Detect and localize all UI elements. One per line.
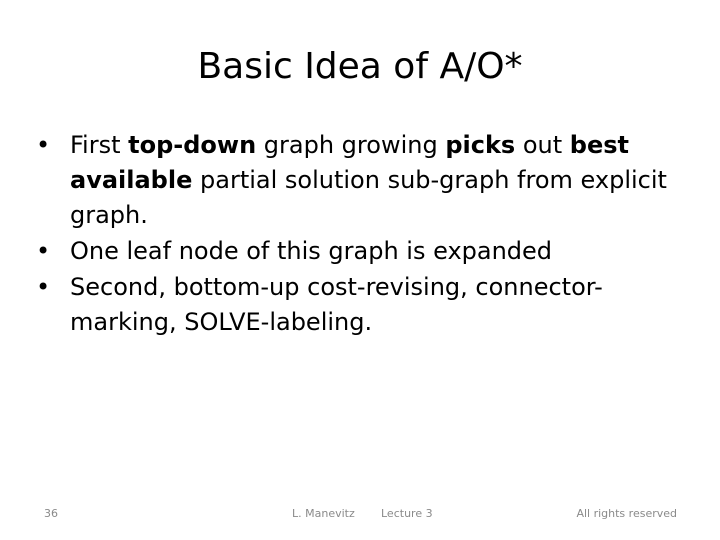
bullet-list (36, 128, 676, 341)
bullet-bold-text: picks (445, 131, 516, 159)
footer-lecture: Lecture 3 (381, 507, 433, 520)
bullet-text: graph growing (256, 131, 446, 159)
bullet-text: First (70, 131, 129, 159)
bullet-item (36, 270, 676, 340)
bullet-item (36, 234, 676, 269)
footer-author: L. Manevitz (292, 507, 355, 520)
bullet-marker: • (36, 273, 51, 301)
slide-title: Basic Idea of A/O* (197, 46, 523, 87)
footer-rights: All rights reserved (576, 507, 677, 520)
bullet-bold-text: best available (70, 131, 629, 194)
bullet-text: partial solution sub-graph from explicit graph. (70, 166, 667, 229)
bullet-text: out (515, 131, 570, 159)
bullet-marker: • (36, 237, 51, 265)
bullet-item (36, 128, 676, 233)
bullet-text: Second, bottom-up cost-revising, connector-marking, SOLVE-labeling. (70, 273, 603, 336)
bullet-text: One leaf node of this graph is expanded (70, 237, 553, 265)
bullet-marker: • (36, 131, 51, 159)
slide-number: 36 (44, 507, 58, 520)
bullet-bold-text: top-down (128, 131, 257, 159)
